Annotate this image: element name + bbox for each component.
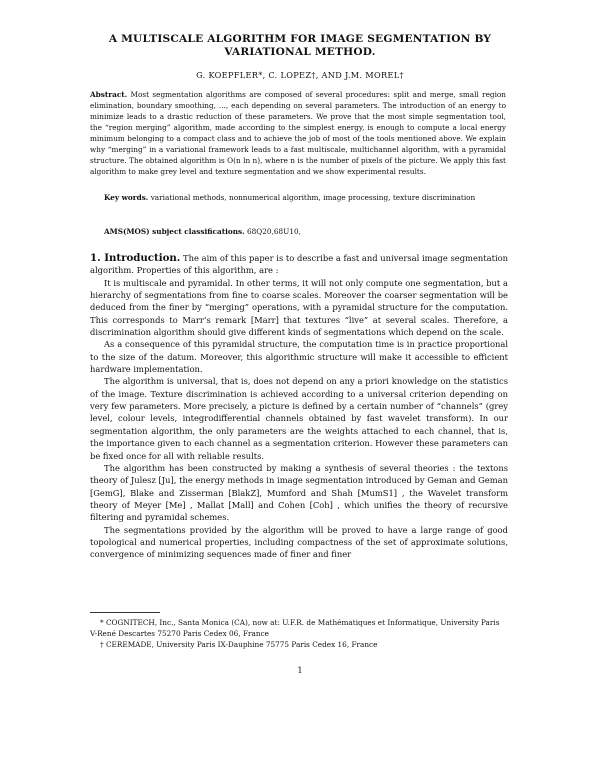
paragraph: The algorithm has been constructed by making a synthesis of several theories : the textons theory of Julesz [Ju], the energy methods in image segmentation introduced by Geman and Geman [GemG], Blake and Zisserman [BlakZ], Mumford and Shah [MumS1] , the Wavelet transform theory of Meyer [Me] , Mallat [Mall] and Cohen [Coh] , which unifies the theory of recursive filtering and pyramidal schemes. [90, 462, 508, 523]
ams-label: AMS(MOS) subject classifications. [104, 227, 245, 236]
paragraph: It is multiscale and pyramidal. In other terms, it will not only compute one segmentation, but a hierarchy of segmentations from fine to coarse scales. Moreover the coarser segmentation will be deduced from the finer by “merging” operations, with a pyramidal structure for the computation. This corresponds to Marr’s remark [Marr] that textures “live” at several scales. Therefore, a discrimination algorithm should give different kinds of segmentations which depend on the scale. [90, 277, 508, 338]
footnote: * COGNITECH, Inc., Santa Monica (CA), now at: U.F.R. de Mathématiques et Informatique, University Paris V-René Descartes 75270 Paris Cedex 06, France [90, 618, 500, 638]
subject-classification [104, 226, 504, 237]
abstract-label: Abstract. [90, 90, 128, 99]
footnote-divider [90, 612, 160, 613]
footnotes [90, 617, 508, 650]
abstract-text: Most segmentation algorithms are composed of several procedures: split and merge, small region elimination, boundary smoothing, ..., each depending on several parameters. The introduction of an energy to minimize leads to a drastic reduction of these parameters. We prove that the most simple segmentation tool, the “region merging” algorithm, made according to the simplest energy, is enough to compute a local energy minimum belonging to a compact class and to achieve the job of most of the tools mentioned above. We explain why “merging” in a variational framework leads to a fast multiscale, multichannel algorithm, with a pyramidal structure. The obtained algorithm is O(n ln n), where n is the number of pixels of the picture. We apply this fast algorithm to make grey level and texture segmentation and we show experimental results. [90, 90, 507, 176]
ams-codes: 68Q20,68U10, [247, 227, 301, 236]
keywords [90, 192, 506, 203]
abstract [90, 89, 506, 177]
page-number: 1 [297, 665, 303, 675]
author-list: G. KOEPFLER*, C. LOPEZ†, AND J.M. MOREL† [196, 70, 404, 80]
paragraph: The algorithm is universal, that is, does not depend on any a priori knowledge on the statistics of the image. Texture discrimination is achieved according to a universal criterion depending on very few parameters. More precisely, a picture is defined by a certain number of “channels” (grey level, colour levels, integrodifferential channels obtained by fast wavelet transform). In our segmentation algorithm, the only parameters are the weights attached to each channel, that is, the importance given to each channel as a segmentation criterion. However these parameters can be fixed once for all with reliable results. [90, 376, 508, 461]
title-line: VARIATIONAL METHOD. [224, 46, 376, 58]
keywords-label: Key words. [104, 193, 149, 202]
introduction-section [90, 252, 508, 561]
paragraph: As a consequence of this pyramidal structure, the computation time is in practice proportional to the size of the datum. Moreover, this algorithmic structure will make it accessible to efficient hardware implementation. [90, 339, 508, 375]
paragraph: The segmentations provided by the algorithm will be proved to have a large range of good topological and numerical properties, including compactness of the set of approximate solutions, convergence of minimizing sequences made of finer and finer [90, 524, 508, 560]
paper-title [90, 33, 510, 59]
title-line: A MULTISCALE ALGORITHM FOR IMAGE SEGMENTATION BY [108, 33, 492, 45]
section-heading: 1. Introduction. [90, 252, 181, 264]
keywords-text: variational methods, nonnumerical algorithm, image processing, texture discrimination [150, 193, 476, 202]
paragraph-text: The aim of this paper is to describe a fast and universal image segmentation algorithm. Properties of this algorithm, are : [90, 253, 509, 276]
paragraph [90, 252, 508, 277]
footnote: † CEREMADE, University Paris IX-Dauphine 75775 Paris Cedex 16, France [100, 640, 378, 649]
